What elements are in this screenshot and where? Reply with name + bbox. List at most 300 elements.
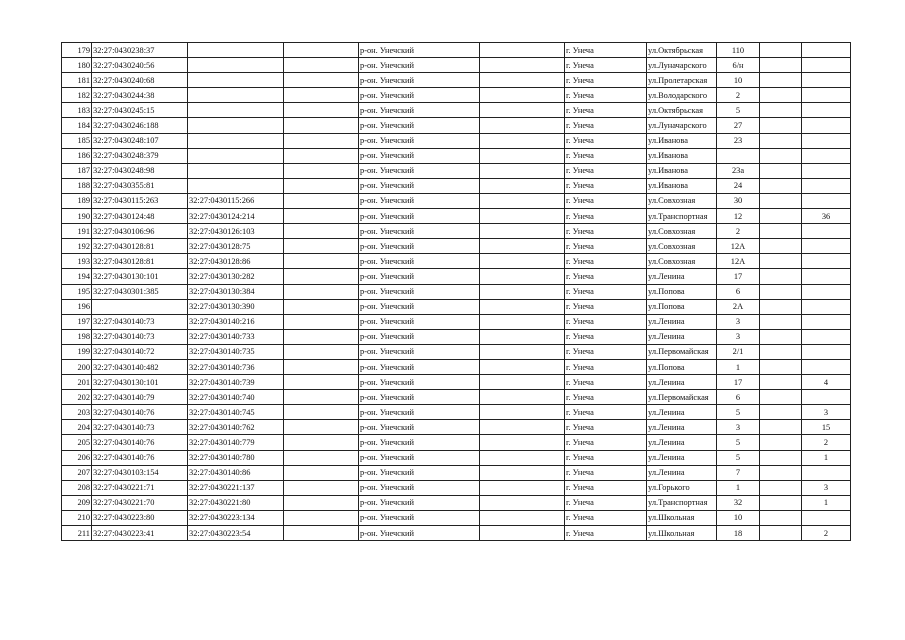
cadastral-number-2-cell: 32:27:0430115:266 bbox=[188, 193, 284, 208]
row-number-cell: 210 bbox=[62, 510, 92, 525]
city-cell: г. Унеча bbox=[565, 359, 647, 374]
extra-cell bbox=[760, 359, 802, 374]
row-number-cell: 199 bbox=[62, 344, 92, 359]
cadastral-number-2-cell: 32:27:0430221:137 bbox=[188, 480, 284, 495]
street-cell: ул.Ленина bbox=[647, 269, 717, 284]
cadastral-number-2-cell bbox=[188, 118, 284, 133]
apartment-count-cell bbox=[802, 269, 851, 284]
street-cell: ул.Попова bbox=[647, 299, 717, 314]
region-cell: р-он. Унечский bbox=[359, 103, 480, 118]
city-cell: г. Унеча bbox=[565, 510, 647, 525]
extra-cell bbox=[760, 43, 802, 58]
house-number-cell: 17 bbox=[717, 269, 760, 284]
street-cell: ул.Совхозная bbox=[647, 254, 717, 269]
cadastral-number-cell: 32:27:0430248:107 bbox=[92, 133, 188, 148]
house-number-cell: 23 bbox=[717, 133, 760, 148]
house-number-cell: 2 bbox=[717, 224, 760, 239]
table-row bbox=[62, 178, 851, 193]
cadastral-number-cell: 32:27:0430245:15 bbox=[92, 103, 188, 118]
street-cell: ул.Ленина bbox=[647, 420, 717, 435]
cadastral-number-2-cell: 32:27:0430140:739 bbox=[188, 375, 284, 390]
row-number-cell: 182 bbox=[62, 88, 92, 103]
cadastral-number-cell: 32:27:0430124:48 bbox=[92, 209, 188, 224]
house-number-cell: 6 bbox=[717, 390, 760, 405]
empty-cell bbox=[480, 193, 565, 208]
cadastral-number-2-cell: 32:27:0430223:134 bbox=[188, 510, 284, 525]
table-row bbox=[62, 58, 851, 73]
extra-cell bbox=[760, 88, 802, 103]
city-cell: г. Унеча bbox=[565, 163, 647, 178]
empty-cell bbox=[480, 224, 565, 239]
extra-cell bbox=[760, 284, 802, 299]
region-cell: р-он. Унечский bbox=[359, 480, 480, 495]
row-number-cell: 211 bbox=[62, 526, 92, 541]
cadastral-number-cell: 32:27:0430140:76 bbox=[92, 450, 188, 465]
city-cell: г. Унеча bbox=[565, 526, 647, 541]
table-row bbox=[62, 269, 851, 284]
extra-cell bbox=[760, 435, 802, 450]
empty-cell bbox=[480, 43, 565, 58]
apartment-count-cell bbox=[802, 178, 851, 193]
extra-cell bbox=[760, 178, 802, 193]
street-cell: ул.Попова bbox=[647, 359, 717, 374]
extra-cell bbox=[760, 103, 802, 118]
cadastral-number-cell: 32:27:0430223:80 bbox=[92, 510, 188, 525]
cadastral-number-2-cell: 32:27:0430140:736 bbox=[188, 359, 284, 374]
empty-cell bbox=[284, 148, 359, 163]
cadastral-number-cell: 32:27:0430248:379 bbox=[92, 148, 188, 163]
empty-cell bbox=[284, 284, 359, 299]
city-cell: г. Унеча bbox=[565, 390, 647, 405]
apartment-count-cell bbox=[802, 329, 851, 344]
apartment-count-cell bbox=[802, 88, 851, 103]
extra-cell bbox=[760, 510, 802, 525]
empty-cell bbox=[284, 73, 359, 88]
cadastral-number-2-cell: 32:27:0430140:740 bbox=[188, 390, 284, 405]
table-row bbox=[62, 193, 851, 208]
apartment-count-cell bbox=[802, 359, 851, 374]
apartment-count-cell bbox=[802, 193, 851, 208]
row-number-cell: 186 bbox=[62, 148, 92, 163]
row-number-cell: 198 bbox=[62, 329, 92, 344]
table-row bbox=[62, 495, 851, 510]
city-cell: г. Унеча bbox=[565, 435, 647, 450]
apartment-count-cell bbox=[802, 163, 851, 178]
cadastral-number-2-cell bbox=[188, 58, 284, 73]
street-cell: ул.Иванова bbox=[647, 163, 717, 178]
table-row bbox=[62, 209, 851, 224]
region-cell: р-он. Унечский bbox=[359, 359, 480, 374]
empty-cell bbox=[284, 118, 359, 133]
cadastral-number-cell: 32:27:0430140:73 bbox=[92, 420, 188, 435]
house-number-cell: 5 bbox=[717, 103, 760, 118]
cadastral-number-cell: 32:27:0430140:482 bbox=[92, 359, 188, 374]
city-cell: г. Унеча bbox=[565, 148, 647, 163]
cadastral-number-2-cell: 32:27:0430130:384 bbox=[188, 284, 284, 299]
house-number-cell: 10 bbox=[717, 73, 760, 88]
empty-cell bbox=[480, 254, 565, 269]
row-number-cell: 184 bbox=[62, 118, 92, 133]
region-cell: р-он. Унечский bbox=[359, 405, 480, 420]
empty-cell bbox=[480, 435, 565, 450]
house-number-cell: 6/н bbox=[717, 58, 760, 73]
city-cell: г. Унеча bbox=[565, 284, 647, 299]
empty-cell bbox=[480, 359, 565, 374]
empty-cell bbox=[284, 405, 359, 420]
apartment-count-cell bbox=[802, 239, 851, 254]
apartment-count-cell bbox=[802, 314, 851, 329]
house-number-cell: 5 bbox=[717, 450, 760, 465]
apartment-count-cell bbox=[802, 284, 851, 299]
row-number-cell: 208 bbox=[62, 480, 92, 495]
cadastral-number-cell: 32:27:0430248:98 bbox=[92, 163, 188, 178]
cadastral-number-cell: 32:27:0430103:154 bbox=[92, 465, 188, 480]
table-row bbox=[62, 284, 851, 299]
cadastral-number-2-cell: 32:27:0430140:780 bbox=[188, 450, 284, 465]
empty-cell bbox=[284, 344, 359, 359]
cadastral-number-cell: 32:27:0430140:73 bbox=[92, 314, 188, 329]
house-number-cell: 17 bbox=[717, 375, 760, 390]
region-cell: р-он. Унечский bbox=[359, 73, 480, 88]
region-cell: р-он. Унечский bbox=[359, 375, 480, 390]
house-number-cell bbox=[717, 148, 760, 163]
city-cell: г. Унеча bbox=[565, 269, 647, 284]
house-number-cell: 27 bbox=[717, 118, 760, 133]
region-cell: р-он. Унечский bbox=[359, 510, 480, 525]
table-row bbox=[62, 390, 851, 405]
row-number-cell: 185 bbox=[62, 133, 92, 148]
table-row bbox=[62, 375, 851, 390]
empty-cell bbox=[284, 224, 359, 239]
row-number-cell: 206 bbox=[62, 450, 92, 465]
empty-cell bbox=[284, 239, 359, 254]
cadastral-number-cell: 32:27:0430301:385 bbox=[92, 284, 188, 299]
region-cell: р-он. Унечский bbox=[359, 344, 480, 359]
empty-cell bbox=[480, 405, 565, 420]
apartment-count-cell: 2 bbox=[802, 526, 851, 541]
table-row bbox=[62, 344, 851, 359]
house-number-cell: 24 bbox=[717, 178, 760, 193]
extra-cell bbox=[760, 405, 802, 420]
cadastral-number-cell: 32:27:0430238:37 bbox=[92, 43, 188, 58]
cadastral-number-2-cell: 32:27:0430221:80 bbox=[188, 495, 284, 510]
extra-cell bbox=[760, 344, 802, 359]
empty-cell bbox=[480, 88, 565, 103]
region-cell: р-он. Унечский bbox=[359, 148, 480, 163]
empty-cell bbox=[284, 178, 359, 193]
extra-cell bbox=[760, 118, 802, 133]
apartment-count-cell bbox=[802, 390, 851, 405]
empty-cell bbox=[480, 375, 565, 390]
apartment-count-cell bbox=[802, 133, 851, 148]
street-cell: ул.Пролетарская bbox=[647, 73, 717, 88]
empty-cell bbox=[480, 118, 565, 133]
cadastral-number-cell: 32:27:0430140:76 bbox=[92, 435, 188, 450]
table-row bbox=[62, 314, 851, 329]
city-cell: г. Унеча bbox=[565, 73, 647, 88]
empty-cell bbox=[284, 329, 359, 344]
house-number-cell: 12А bbox=[717, 254, 760, 269]
apartment-count-cell bbox=[802, 43, 851, 58]
empty-cell bbox=[284, 133, 359, 148]
cadastral-number-2-cell bbox=[188, 43, 284, 58]
city-cell: г. Унеча bbox=[565, 329, 647, 344]
region-cell: р-он. Унечский bbox=[359, 254, 480, 269]
row-number-cell: 201 bbox=[62, 375, 92, 390]
table-row bbox=[62, 118, 851, 133]
table-row bbox=[62, 73, 851, 88]
table-row bbox=[62, 163, 851, 178]
extra-cell bbox=[760, 239, 802, 254]
region-cell: р-он. Унечский bbox=[359, 43, 480, 58]
extra-cell bbox=[760, 163, 802, 178]
extra-cell bbox=[760, 254, 802, 269]
cadastral-number-cell: 32:27:0430140:73 bbox=[92, 329, 188, 344]
region-cell: р-он. Унечский bbox=[359, 299, 480, 314]
city-cell: г. Унеча bbox=[565, 88, 647, 103]
cadastral-number-cell: 32:27:0430128:81 bbox=[92, 254, 188, 269]
region-cell: р-он. Унечский bbox=[359, 58, 480, 73]
region-cell: р-он. Унечский bbox=[359, 450, 480, 465]
apartment-count-cell bbox=[802, 73, 851, 88]
house-number-cell: 2 bbox=[717, 88, 760, 103]
region-cell: р-он. Унечский bbox=[359, 329, 480, 344]
region-cell: р-он. Унечский bbox=[359, 193, 480, 208]
empty-cell bbox=[284, 465, 359, 480]
extra-cell bbox=[760, 73, 802, 88]
house-number-cell: 3 bbox=[717, 329, 760, 344]
city-cell: г. Унеча bbox=[565, 314, 647, 329]
row-number-cell: 181 bbox=[62, 73, 92, 88]
empty-cell bbox=[480, 344, 565, 359]
region-cell: р-он. Унечский bbox=[359, 224, 480, 239]
empty-cell bbox=[480, 510, 565, 525]
street-cell: ул.Иванова bbox=[647, 133, 717, 148]
cadastral-number-2-cell: 32:27:0430126:103 bbox=[188, 224, 284, 239]
apartment-count-cell: 36 bbox=[802, 209, 851, 224]
cadastral-number-2-cell: 32:27:0430124:214 bbox=[188, 209, 284, 224]
cadastral-number-cell: 32:27:0430106:96 bbox=[92, 224, 188, 239]
apartment-count-cell: 3 bbox=[802, 480, 851, 495]
cadastral-number-2-cell: 32:27:0430140:779 bbox=[188, 435, 284, 450]
street-cell: ул.Школьная bbox=[647, 510, 717, 525]
cadastral-number-2-cell: 32:27:0430140:733 bbox=[188, 329, 284, 344]
empty-cell bbox=[284, 88, 359, 103]
table-row bbox=[62, 329, 851, 344]
table-row bbox=[62, 239, 851, 254]
row-number-cell: 207 bbox=[62, 465, 92, 480]
house-number-cell: 3 bbox=[717, 314, 760, 329]
extra-cell bbox=[760, 480, 802, 495]
region-cell: р-он. Унечский bbox=[359, 314, 480, 329]
table-row bbox=[62, 148, 851, 163]
empty-cell bbox=[480, 163, 565, 178]
region-cell: р-он. Унечский bbox=[359, 420, 480, 435]
apartment-count-cell bbox=[802, 299, 851, 314]
empty-cell bbox=[480, 58, 565, 73]
cadastral-number-cell: 32:27:0430130:101 bbox=[92, 269, 188, 284]
house-number-cell: 5 bbox=[717, 405, 760, 420]
region-cell: р-он. Унечский bbox=[359, 178, 480, 193]
cadastral-number-cell: 32:27:0430140:72 bbox=[92, 344, 188, 359]
cadastral-number-2-cell: 32:27:0430140:86 bbox=[188, 465, 284, 480]
table-row bbox=[62, 405, 851, 420]
empty-cell bbox=[480, 450, 565, 465]
region-cell: р-он. Унечский bbox=[359, 465, 480, 480]
row-number-cell: 190 bbox=[62, 209, 92, 224]
street-cell: ул.Ленина bbox=[647, 465, 717, 480]
table-row bbox=[62, 450, 851, 465]
empty-cell bbox=[480, 269, 565, 284]
city-cell: г. Унеча bbox=[565, 209, 647, 224]
empty-cell bbox=[284, 163, 359, 178]
apartment-count-cell bbox=[802, 103, 851, 118]
row-number-cell: 193 bbox=[62, 254, 92, 269]
apartment-count-cell bbox=[802, 118, 851, 133]
house-number-cell: 110 bbox=[717, 43, 760, 58]
cadastral-number-cell: 32:27:0430140:76 bbox=[92, 405, 188, 420]
row-number-cell: 183 bbox=[62, 103, 92, 118]
cadastral-number-cell: 32:27:0430130:101 bbox=[92, 375, 188, 390]
extra-cell bbox=[760, 148, 802, 163]
house-number-cell: 7 bbox=[717, 465, 760, 480]
city-cell: г. Унеча bbox=[565, 420, 647, 435]
table-row bbox=[62, 526, 851, 541]
row-number-cell: 196 bbox=[62, 299, 92, 314]
extra-cell bbox=[760, 420, 802, 435]
house-number-cell: 6 bbox=[717, 284, 760, 299]
house-number-cell: 12А bbox=[717, 239, 760, 254]
extra-cell bbox=[760, 193, 802, 208]
cadastral-number-2-cell: 32:27:0430223:54 bbox=[188, 526, 284, 541]
empty-cell bbox=[284, 390, 359, 405]
empty-cell bbox=[284, 269, 359, 284]
house-number-cell: 10 bbox=[717, 510, 760, 525]
street-cell: ул.Ленина bbox=[647, 405, 717, 420]
cadastral-number-2-cell: 32:27:0430140:762 bbox=[188, 420, 284, 435]
extra-cell bbox=[760, 495, 802, 510]
document-page bbox=[61, 42, 850, 541]
row-number-cell: 209 bbox=[62, 495, 92, 510]
city-cell: г. Унеча bbox=[565, 224, 647, 239]
empty-cell bbox=[480, 465, 565, 480]
region-cell: р-он. Унечский bbox=[359, 284, 480, 299]
street-cell: ул.Ленина bbox=[647, 314, 717, 329]
region-cell: р-он. Унечский bbox=[359, 133, 480, 148]
region-cell: р-он. Унечский bbox=[359, 390, 480, 405]
house-number-cell: 12 bbox=[717, 209, 760, 224]
street-cell: ул.Совхозная bbox=[647, 239, 717, 254]
extra-cell bbox=[760, 269, 802, 284]
cadastral-number-2-cell bbox=[188, 103, 284, 118]
city-cell: г. Унеча bbox=[565, 178, 647, 193]
region-cell: р-он. Унечский bbox=[359, 163, 480, 178]
empty-cell bbox=[284, 299, 359, 314]
empty-cell bbox=[284, 359, 359, 374]
city-cell: г. Унеча bbox=[565, 480, 647, 495]
house-number-cell: 1 bbox=[717, 480, 760, 495]
cadastral-number-2-cell: 32:27:0430140:745 bbox=[188, 405, 284, 420]
apartment-count-cell bbox=[802, 224, 851, 239]
street-cell: ул.Школьная bbox=[647, 526, 717, 541]
cadastral-number-2-cell bbox=[188, 73, 284, 88]
house-number-cell: 32 bbox=[717, 495, 760, 510]
city-cell: г. Унеча bbox=[565, 254, 647, 269]
cadastral-number-cell: 32:27:0430223:41 bbox=[92, 526, 188, 541]
street-cell: ул.Попова bbox=[647, 284, 717, 299]
house-number-cell: 2А bbox=[717, 299, 760, 314]
extra-cell bbox=[760, 133, 802, 148]
table-row bbox=[62, 510, 851, 525]
extra-cell bbox=[760, 224, 802, 239]
city-cell: г. Унеча bbox=[565, 103, 647, 118]
empty-cell bbox=[284, 495, 359, 510]
row-number-cell: 179 bbox=[62, 43, 92, 58]
empty-cell bbox=[480, 420, 565, 435]
empty-cell bbox=[480, 133, 565, 148]
empty-cell bbox=[480, 495, 565, 510]
extra-cell bbox=[760, 526, 802, 541]
empty-cell bbox=[480, 329, 565, 344]
row-number-cell: 195 bbox=[62, 284, 92, 299]
row-number-cell: 194 bbox=[62, 269, 92, 284]
row-number-cell: 187 bbox=[62, 163, 92, 178]
cadastral-number-2-cell: 32:27:0430130:390 bbox=[188, 299, 284, 314]
empty-cell bbox=[480, 526, 565, 541]
house-number-cell: 23а bbox=[717, 163, 760, 178]
extra-cell bbox=[760, 390, 802, 405]
city-cell: г. Унеча bbox=[565, 450, 647, 465]
house-number-cell: 3 bbox=[717, 420, 760, 435]
cadastral-number-cell bbox=[92, 299, 188, 314]
apartment-count-cell: 1 bbox=[802, 450, 851, 465]
street-cell: ул.Володарского bbox=[647, 88, 717, 103]
street-cell: ул.Октябрьская bbox=[647, 43, 717, 58]
cadastral-number-cell: 32:27:0430221:71 bbox=[92, 480, 188, 495]
empty-cell bbox=[480, 239, 565, 254]
region-cell: р-он. Унечский bbox=[359, 118, 480, 133]
apartment-count-cell: 3 bbox=[802, 405, 851, 420]
cadastral-number-cell: 32:27:0430246:188 bbox=[92, 118, 188, 133]
row-number-cell: 202 bbox=[62, 390, 92, 405]
apartment-count-cell: 15 bbox=[802, 420, 851, 435]
empty-cell bbox=[284, 375, 359, 390]
empty-cell bbox=[284, 43, 359, 58]
table-row bbox=[62, 420, 851, 435]
apartment-count-cell bbox=[802, 344, 851, 359]
extra-cell bbox=[760, 375, 802, 390]
empty-cell bbox=[480, 103, 565, 118]
city-cell: г. Унеча bbox=[565, 405, 647, 420]
cadastral-number-cell: 32:27:0430221:70 bbox=[92, 495, 188, 510]
street-cell: ул.Ленина bbox=[647, 435, 717, 450]
table-body bbox=[62, 43, 851, 541]
address-table bbox=[61, 42, 851, 541]
street-cell: ул.Горького bbox=[647, 480, 717, 495]
row-number-cell: 200 bbox=[62, 359, 92, 374]
house-number-cell: 5 bbox=[717, 435, 760, 450]
row-number-cell: 203 bbox=[62, 405, 92, 420]
cadastral-number-2-cell: 32:27:0430140:735 bbox=[188, 344, 284, 359]
empty-cell bbox=[284, 58, 359, 73]
street-cell: ул.Транспортная bbox=[647, 209, 717, 224]
extra-cell bbox=[760, 329, 802, 344]
empty-cell bbox=[480, 480, 565, 495]
street-cell: ул.Ленина bbox=[647, 329, 717, 344]
row-number-cell: 188 bbox=[62, 178, 92, 193]
row-number-cell: 197 bbox=[62, 314, 92, 329]
street-cell: ул.Луначарского bbox=[647, 118, 717, 133]
